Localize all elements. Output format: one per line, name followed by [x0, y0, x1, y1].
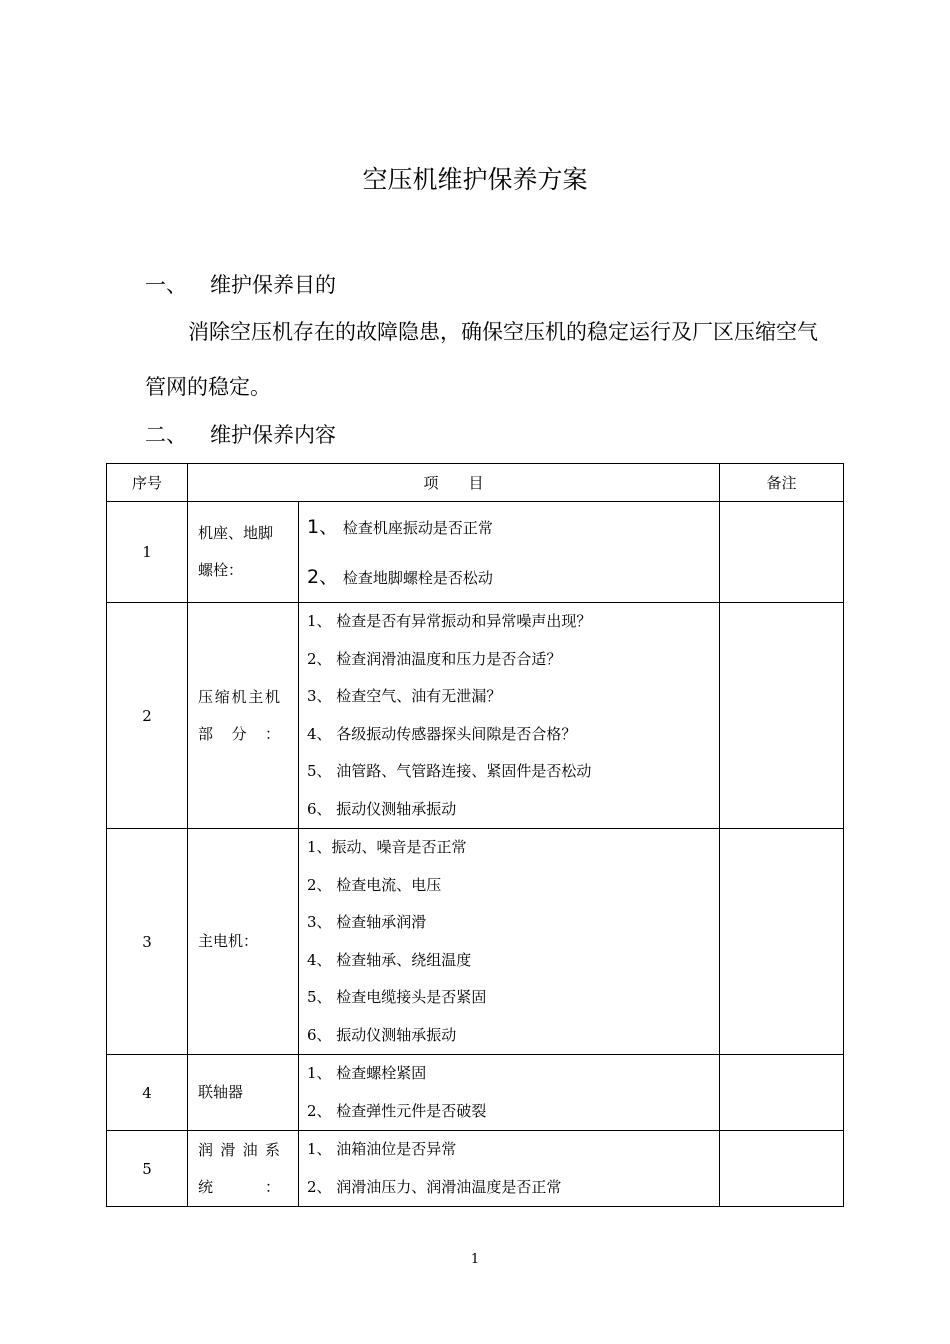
list-item: 1、 检查是否有异常振动和异常噪声出现？ — [307, 612, 592, 630]
row-seq: 2 — [107, 603, 188, 829]
list-item: 1、 检查机座振动是否正常 — [307, 516, 493, 538]
row-seq: 3 — [107, 829, 188, 1055]
section-title: 维护保养内容 — [210, 423, 336, 447]
header-seq: 序号 — [107, 464, 188, 502]
row-category: 联轴器 — [188, 1055, 299, 1131]
list-item: 6、 振动仪测轴承振动 — [307, 1025, 457, 1044]
list-item: 4、 各级振动传感器探头间隙是否合格？ — [307, 724, 577, 743]
list-item: 6、 振动仪测轴承振动 — [307, 799, 457, 818]
row-seq: 1 — [107, 502, 188, 603]
row-category: 机座、地脚螺栓： — [188, 502, 299, 603]
list-item: 3、 检查空气、油有无泄漏？ — [307, 687, 502, 705]
row-category: 压缩机主机部分： — [188, 603, 299, 829]
table-row — [107, 603, 844, 829]
list-item: 4、 检查轴承、绕组温度 — [307, 950, 472, 969]
list-item: 5、 检查电缆接头是否紧固 — [307, 988, 487, 1006]
row-note — [720, 1055, 844, 1131]
section-number: 二、 — [145, 423, 187, 447]
row-items — [299, 603, 720, 829]
section-heading-2 — [145, 419, 336, 449]
row-items — [299, 829, 720, 1055]
list-item: 5、 油管路、气管路连接、紧固件是否松动 — [307, 762, 592, 780]
row-note — [720, 502, 844, 603]
row-note — [720, 829, 844, 1055]
table-row — [107, 502, 844, 603]
list-item: 2、 检查弹性元件是否破裂 — [307, 1101, 487, 1120]
section-heading-1 — [145, 269, 336, 299]
row-items — [299, 1055, 720, 1131]
header-note: 备注 — [720, 464, 844, 502]
header-items: 项 目 — [188, 464, 720, 502]
section-title: 维护保养目的 — [210, 273, 336, 297]
list-item: 1、 检查螺栓紧固 — [307, 1064, 427, 1082]
table-row — [107, 829, 844, 1055]
list-item: 1、振动、噪音是否正常 — [307, 838, 467, 856]
list-item: 2、 检查地脚螺栓是否松动 — [307, 566, 493, 588]
purpose-paragraph — [145, 305, 825, 415]
table-row — [107, 1131, 844, 1207]
maintenance-table — [106, 463, 844, 1207]
row-note — [720, 603, 844, 829]
list-item: 3、 检查轴承润滑 — [307, 913, 427, 931]
list-item: 2、 检查电流、电压 — [307, 875, 442, 894]
row-seq: 4 — [107, 1055, 188, 1131]
page-number: 1 — [470, 1252, 480, 1267]
row-items — [299, 1131, 720, 1207]
table-header-row — [107, 464, 844, 502]
row-items — [299, 502, 720, 603]
row-note — [720, 1131, 844, 1207]
list-item: 1、 油箱油位是否异常 — [307, 1140, 457, 1158]
table-row — [107, 1055, 844, 1131]
section-number: 一、 — [145, 273, 187, 297]
row-seq: 5 — [107, 1131, 188, 1207]
row-category: 主电机： — [188, 829, 299, 1055]
list-item: 2、 润滑油压力、润滑油温度是否正常 — [307, 1177, 562, 1196]
document-title: 空压机维护保养方案 — [362, 165, 588, 194]
purpose-text: 消除空压机存在的故障隐患，确保空压机的稳定运行及厂区压缩空气管网的稳定。 — [145, 320, 818, 399]
list-item: 2、 检查润滑油温度和压力是否合适？ — [307, 649, 562, 668]
row-category: 润滑油系统： — [188, 1131, 299, 1207]
